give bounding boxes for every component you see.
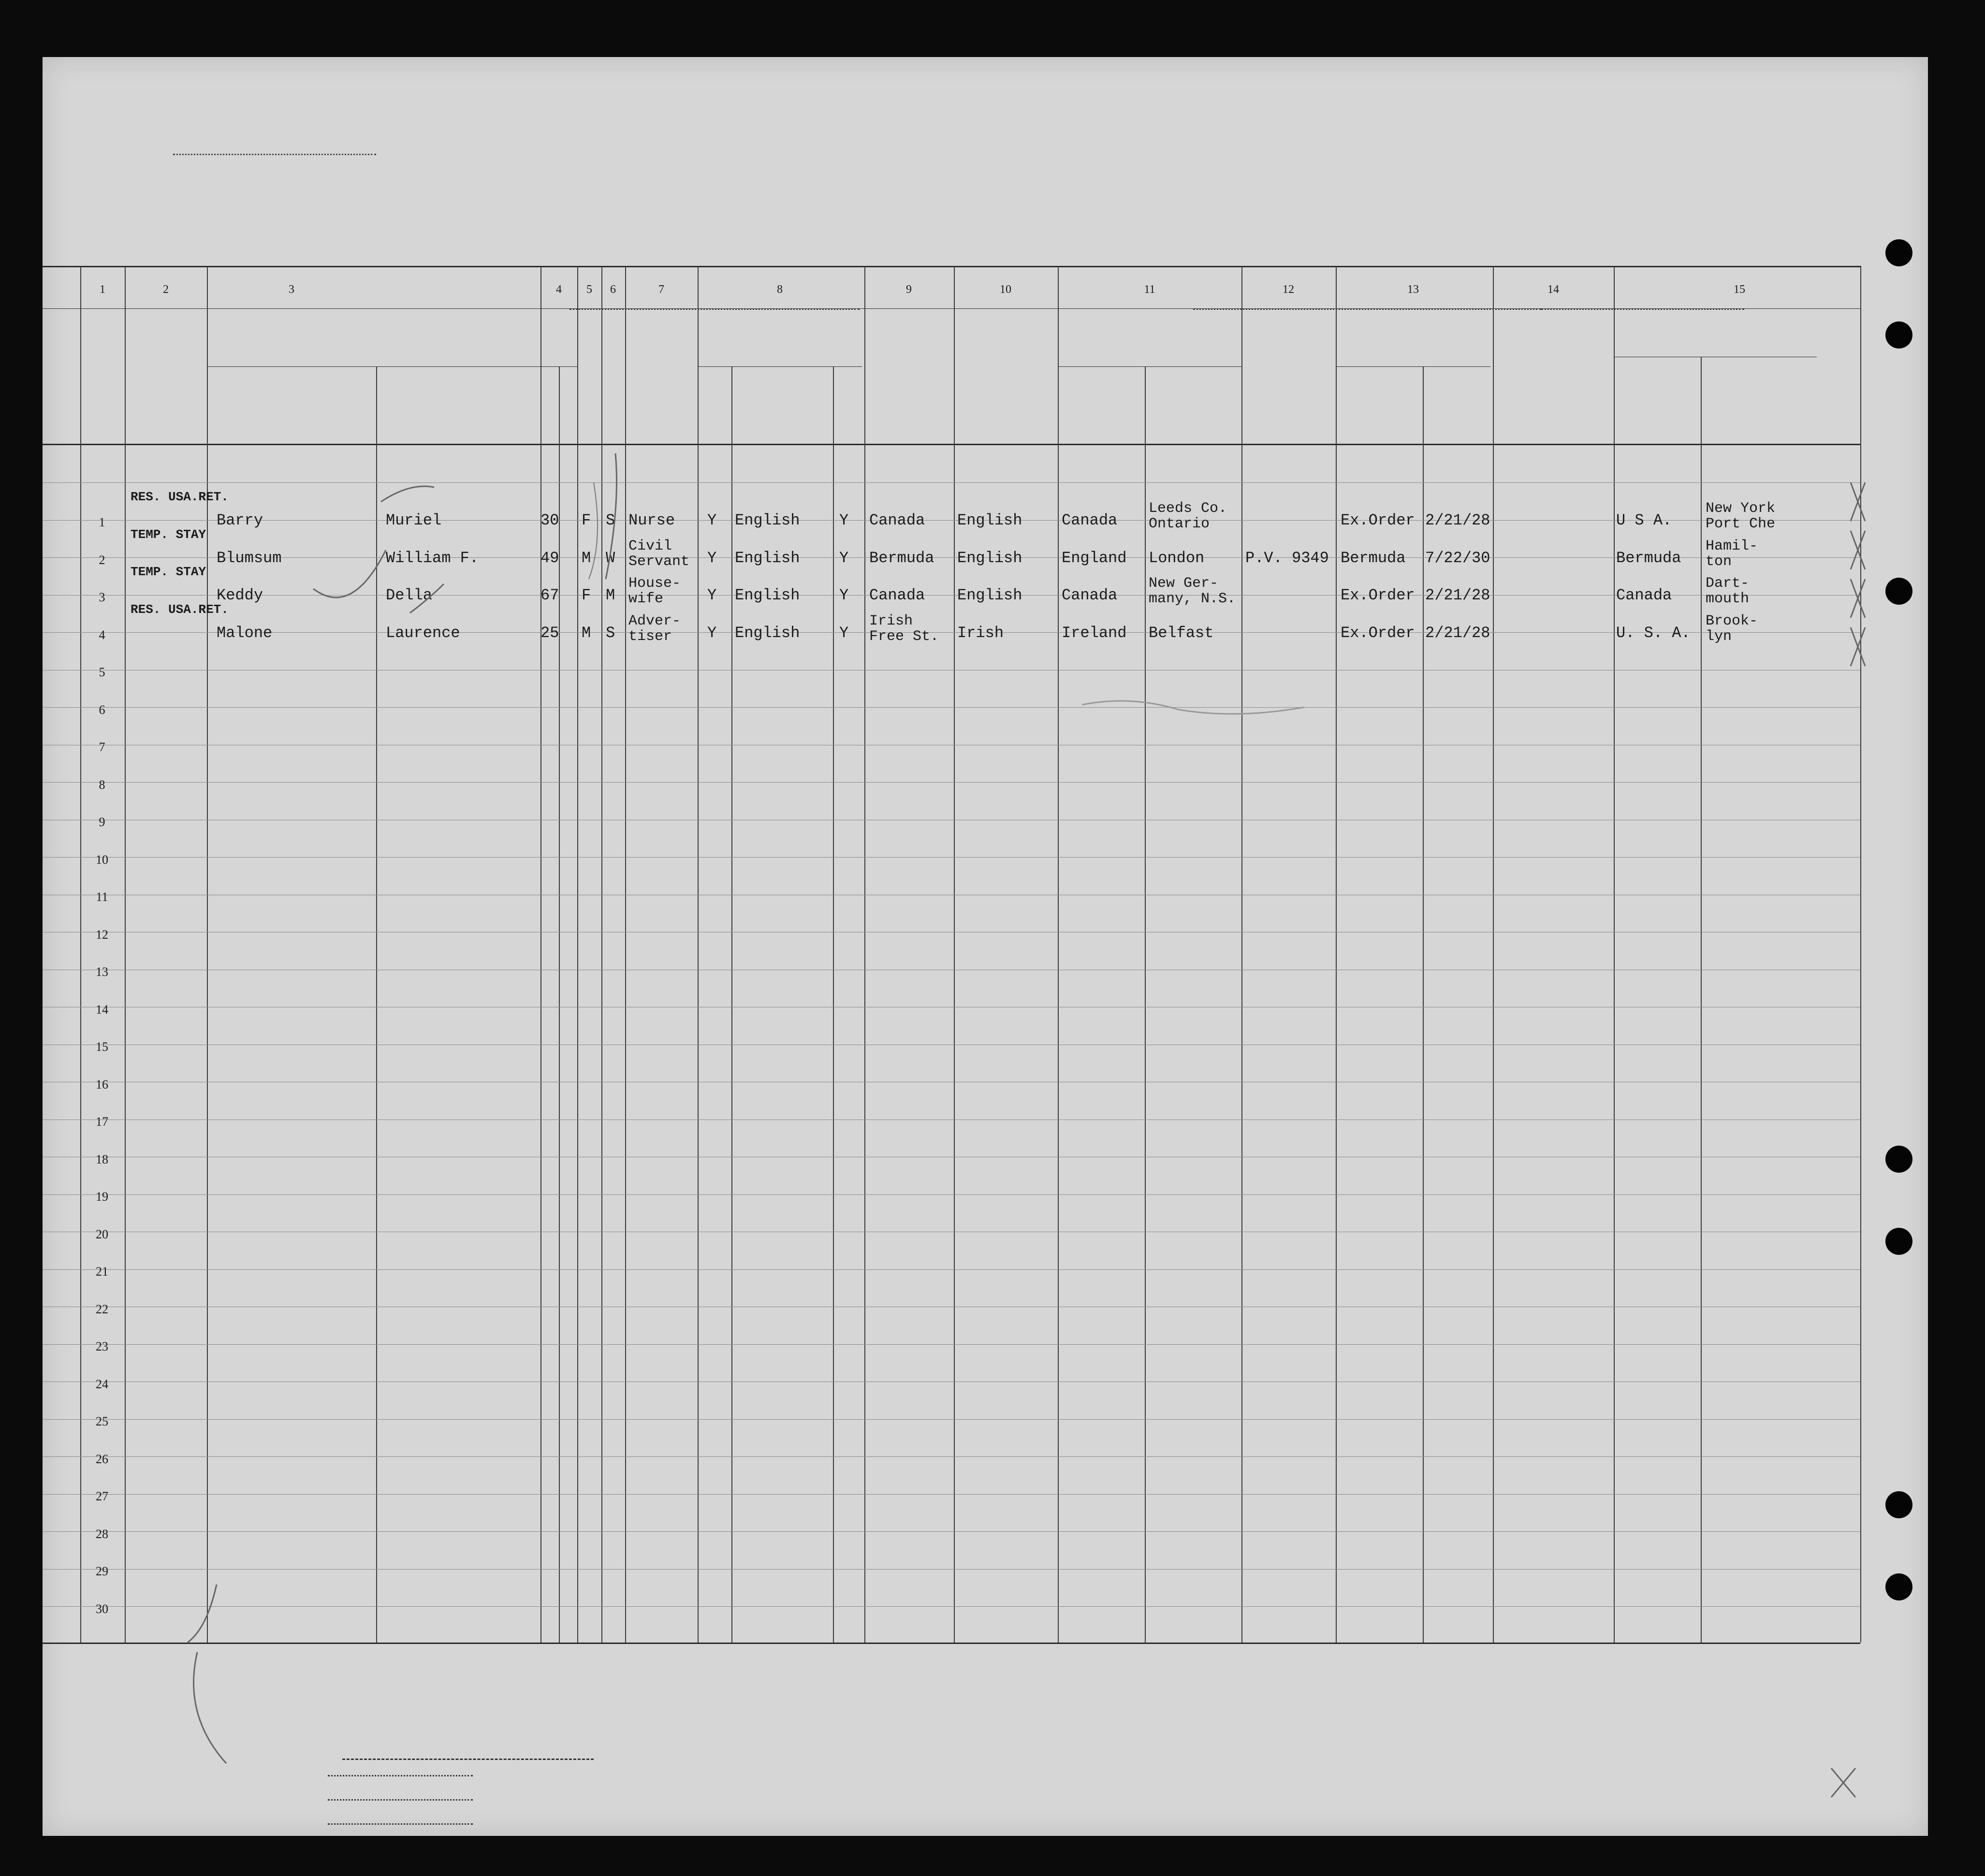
cell-given: William F. [386,549,479,567]
row-number: 2 [99,553,105,567]
cell-visa: P.V. 9349 [1245,549,1329,567]
total-passengers-line [328,1775,473,1776]
row-number: 9 [99,815,105,829]
cell-lang: English [735,586,800,604]
cell-nationality: Irish Free St. [869,612,939,645]
cell-issued-date: 2/21/28 [1425,624,1490,642]
binder-hole [1885,1146,1912,1173]
cell-family: Malone [217,624,273,642]
cell-given: Muriel [386,511,442,529]
column-number: 9 [906,283,912,296]
cell-res-city: Hamil- ton [1706,538,1758,570]
cell-age: 30 [540,511,559,529]
aliens-line [328,1823,473,1825]
cell-lang: English [735,549,800,567]
cell-write: Y [839,511,849,529]
cell-read: Y [707,549,717,567]
head-tax-stamp: TEMP. STAY [131,527,206,542]
manifest-sheet [43,57,1928,1836]
row-number: 29 [96,1564,108,1578]
cell-family: Blumsum [217,549,282,567]
cell-lang: English [735,624,800,642]
cell-family: Barry [217,511,263,529]
cell-issued-date: 7/22/30 [1425,549,1490,567]
row-number: 28 [96,1527,108,1541]
cell-issued-place: Ex.Order [1341,586,1415,604]
row-number: 24 [96,1377,108,1391]
handwritten-marks [43,57,1928,1836]
binder-hole [1885,578,1912,605]
column-number: 7 [658,283,664,296]
row-number: 27 [96,1489,108,1503]
cell-ms: W [606,549,615,567]
cell-age: 25 [540,624,559,642]
row-number: 13 [96,965,108,979]
cell-race: Irish [957,624,1004,642]
cell-issued-place: Ex.Order [1341,624,1415,642]
cell-res-country: Bermuda [1616,549,1681,567]
cell-calling: Civil Servant [628,538,690,570]
cell-res-city: Brook- lyn [1706,612,1758,645]
cell-write: Y [839,624,849,642]
cell-age: 49 [540,549,559,567]
cell-res-country: U S A. [1616,511,1672,529]
cell-calling: House- wife [628,575,681,607]
row-number: 11 [96,890,108,904]
row-number: 5 [99,665,105,679]
cell-issued-place: Bermuda [1341,549,1406,567]
cell-birth-city: Leeds Co. Ontario [1149,500,1227,532]
column-number: 1 [100,283,105,296]
row-number: 1 [99,515,105,529]
row-number: 22 [96,1302,108,1316]
footer-divider [342,1759,594,1760]
row-number: 15 [96,1040,108,1054]
cell-birth-city: London [1149,549,1205,567]
cell-given: Della [386,586,433,604]
cell-birth-country: Ireland [1062,624,1127,642]
cell-res-country: U. S. A. [1616,624,1691,642]
cell-sex: M [582,549,591,567]
row-number: 25 [96,1414,108,1428]
cell-given: Laurence [386,624,460,642]
column-number: 8 [777,283,783,296]
cell-race: English [957,586,1022,604]
column-number: 11 [1144,283,1155,296]
column-number: 15 [1734,283,1745,296]
head-tax-stamp: TEMP. STAY [131,565,206,579]
row-number: 20 [96,1227,108,1241]
cell-nationality: Bermuda [869,549,934,567]
cell-birth-country: Canada [1062,586,1118,604]
cell-age: 67 [540,586,559,604]
cell-res-city: New York Port Che [1706,500,1776,532]
cell-calling: Nurse [628,511,675,529]
cell-race: English [957,511,1022,529]
binder-hole [1885,321,1912,349]
head-tax-stamp: RES. USA.RET. [131,602,229,617]
cell-issued-date: 2/21/28 [1425,511,1490,529]
column-number: 6 [610,283,616,296]
cell-read: Y [707,624,717,642]
cell-nationality: Canada [869,586,925,604]
row-number: 3 [99,590,105,604]
cell-write: Y [839,549,849,567]
row-number: 17 [96,1115,108,1129]
head-tax-stamp: RES. USA.RET. [131,490,229,504]
column-number: 14 [1547,283,1559,296]
column-number: 10 [1000,283,1011,296]
row-number: 7 [99,740,105,754]
row-number: 10 [96,852,108,867]
cell-read: Y [707,511,717,529]
row-number: 12 [96,927,108,942]
row-number: 19 [96,1190,108,1204]
cell-ms: S [606,624,615,642]
column-number: 4 [556,283,562,296]
cell-sex: M [582,624,591,642]
cell-issued-date: 2/21/28 [1425,586,1490,604]
row-number: 16 [96,1077,108,1091]
cell-read: Y [707,586,717,604]
row-number: 6 [99,702,105,717]
column-number: 13 [1407,283,1419,296]
cell-birth-city: Belfast [1149,624,1214,642]
cell-res-country: Canada [1616,586,1672,604]
binder-hole [1885,1573,1912,1600]
cell-sex: F [582,586,591,604]
cell-birth-city: New Ger- many, N.S. [1149,575,1236,607]
column-number: 12 [1283,283,1294,296]
cell-sex: F [582,511,591,529]
binder-hole [1885,1228,1912,1255]
cell-issued-place: Ex.Order [1341,511,1415,529]
row-number: 14 [96,1002,108,1017]
row-number: 21 [96,1265,108,1279]
cell-ms: M [606,586,615,604]
cell-ms: S [606,511,615,529]
cell-nationality: Canada [869,511,925,529]
row-number: 23 [96,1339,108,1353]
cell-family: Keddy [217,586,263,604]
row-number: 30 [96,1601,108,1616]
row-number: 26 [96,1452,108,1466]
binder-hole [1885,239,1912,266]
cell-birth-country: England [1062,549,1127,567]
cell-birth-country: Canada [1062,511,1118,529]
row-number: 18 [96,1152,108,1166]
cell-lang: English [735,511,800,529]
cell-res-city: Dart- mouth [1706,575,1750,607]
row-number: 8 [99,777,105,792]
column-number: 3 [289,283,294,296]
cell-race: English [957,549,1022,567]
column-number: 5 [586,283,592,296]
row-number: 4 [99,627,105,642]
cell-calling: Adver- tiser [628,612,681,645]
column-number: 2 [163,283,169,296]
cell-write: Y [839,586,849,604]
binder-hole [1885,1491,1912,1518]
us-citizens-line [328,1799,473,1801]
